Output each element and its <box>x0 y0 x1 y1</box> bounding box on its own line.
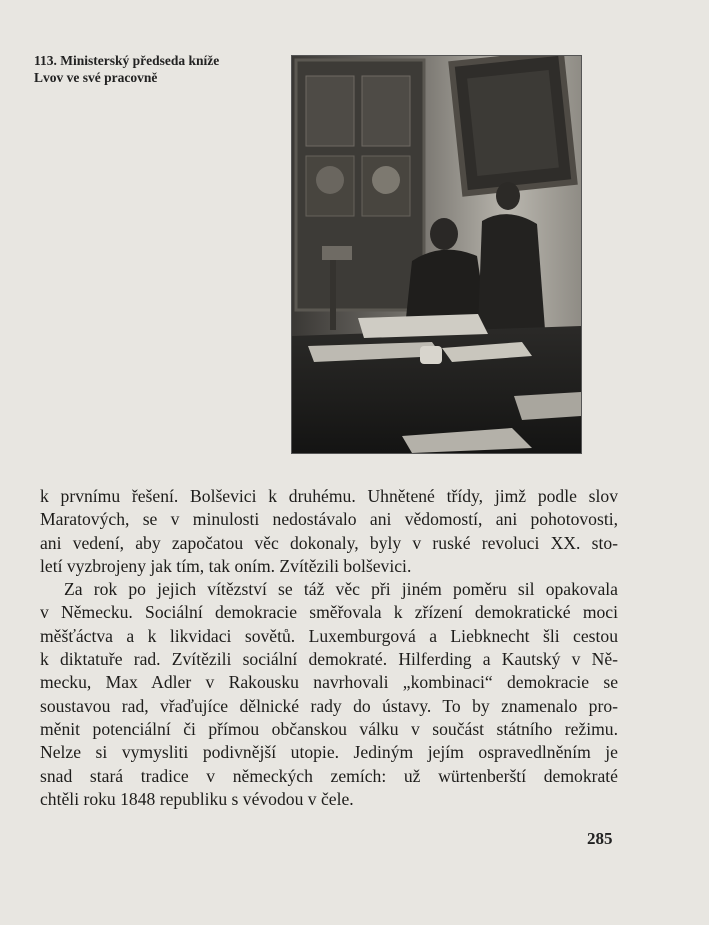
text-line: Nelze si vymysliti podivnější utopie. Jediným jejím ospravedlněním je <box>40 742 618 763</box>
text-line: chtěli roku 1848 republiku s vévodou v čele. <box>40 788 354 809</box>
page-number: 285 <box>587 829 613 848</box>
photo-caption <box>34 52 274 86</box>
text-line: Maratových, se v minulosti nedostávalo ani vědomostí, ani pohotovosti, <box>40 509 618 530</box>
text-line: mecku, Max Adler v Rakousku navrhovali „kombinaci“ demokracie se <box>40 672 618 693</box>
caption-line-1: 113. Ministerský předseda kníže <box>34 53 220 68</box>
text-line: letí vyzbrojeny jak tím, tak oním. Zvítězili bolševici. <box>40 555 412 576</box>
body-text <box>40 485 618 811</box>
photograph-lvov-office <box>292 56 581 453</box>
caption-line-2: Lvov ve své pracovně <box>34 70 158 85</box>
text-line: soustavou rad, vřaďujíce dělnické rady do ústavy. To by znamenalo pro- <box>40 695 618 716</box>
text-line: v Německu. Sociální demokracie směřovala k zřízení demokratické moci <box>40 602 618 623</box>
text-line: měšťáctva a k likvidaci sovětů. Luxemburgová a Liebknecht šli cestou <box>40 625 618 646</box>
text-line: k diktatuře rad. Zvítězili sociální demokraté. Hilferding a Kautský v Ně- <box>40 649 618 670</box>
text-line: k prvnímu řešení. Bolševici k druhému. Uhnětené třídy, jimž podle slov <box>40 486 618 506</box>
photo-illustration <box>292 56 581 453</box>
text-line: ani vedení, aby započatou věc dokonaly, byly v ruské revoluci XX. sto- <box>40 532 618 553</box>
text-line: Za rok po jejich vítězství se táž věc při jiném poměru sil opakovala <box>64 579 618 600</box>
text-line: měnit potenciální či přímou občanskou válku v součást státního režimu. <box>40 718 618 739</box>
text-line: snad stará tradice v německých zemích: už würtenberští demokraté <box>40 765 618 786</box>
